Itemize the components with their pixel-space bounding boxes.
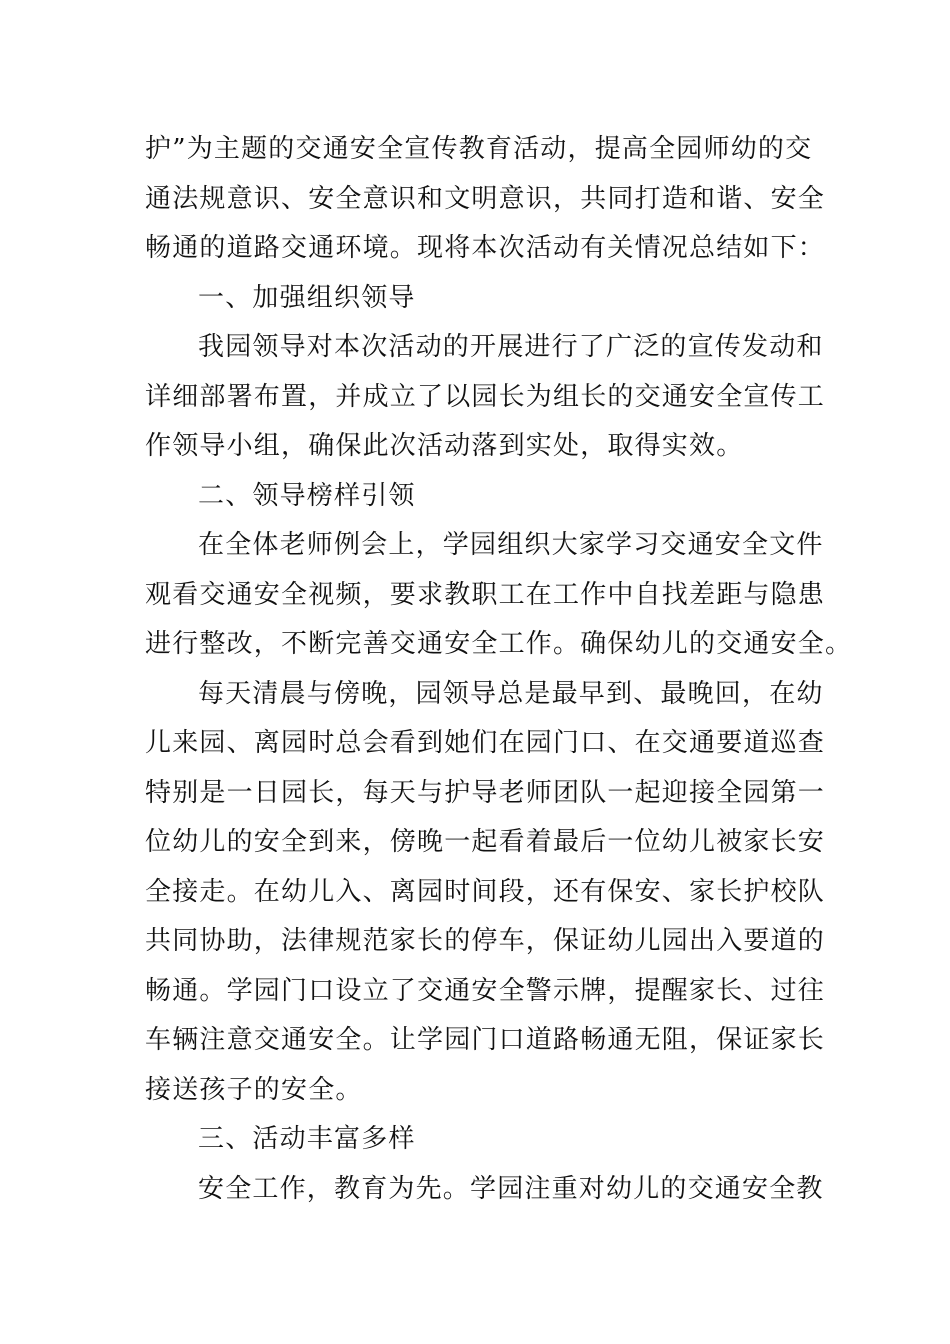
- section-heading-1: 一、加强组织领导: [198, 282, 416, 313]
- document-text-body: [145, 125, 853, 1214]
- text-line-14: 特别是一日园长，每天与护导老师团队一起迎接全园第一: [145, 777, 826, 808]
- text-line-19: 车辆注意交通安全。让学园门口道路畅通无阻，保证家长: [145, 1025, 826, 1055]
- text-line-18: 畅通。学园门口设立了交通安全警示牌，提醒家长、过往: [145, 975, 826, 1006]
- text-line-15: 位幼儿的安全到来，傍晚一起看着最后一位幼儿被家长安: [145, 827, 826, 857]
- text-line-12: 每天清晨与傍晚，园领导总是最早到、最晚回，在幼: [198, 678, 824, 709]
- section-heading-3: 三、活动丰富多样: [198, 1124, 416, 1154]
- text-line-5: 我园领导对本次活动的开展进行了广泛的宣传发动和: [198, 332, 824, 362]
- text-line-22: 安全工作，教育为先。学园注重对幼儿的交通安全教: [198, 1173, 824, 1204]
- text-line-6: 详细部署布置，并成立了以园长为组长的交通安全宣传工: [145, 381, 826, 412]
- text-line-11: 进行整改，不断完善交通安全工作。确保幼儿的交通安全。: [145, 629, 853, 659]
- text-line-1: 护”为主题的交通安全宣传教育活动，提高全园师幼的交: [145, 134, 813, 164]
- text-line-2: 通法规意识、安全意识和文明意识，共同打造和谐、安全: [145, 183, 826, 214]
- text-line-20: 接送孩子的安全。: [145, 1074, 363, 1105]
- text-line-9: 在全体老师例会上，学园组织大家学习交通安全文件: [198, 530, 824, 560]
- text-line-16: 全接走。在幼儿入、离园时间段，还有保安、家长护校队: [145, 876, 826, 907]
- text-line-7: 作领导小组，确保此次活动落到实处，取得实效。: [145, 431, 744, 461]
- text-line-17: 共同协助，法律规范家长的停车，保证幼儿园出入要道的: [145, 926, 826, 956]
- text-line-3: 畅通的道路交通环境。现将本次活动有关情况总结如下：: [145, 233, 826, 263]
- text-line-10: 观看交通安全视频，要求教职工在工作中自找差距与隐患: [145, 579, 826, 610]
- text-line-13: 儿来园、离园时总会看到她们在园门口、在交通要道巡查: [145, 728, 826, 758]
- section-heading-2: 二、领导榜样引领: [198, 480, 416, 511]
